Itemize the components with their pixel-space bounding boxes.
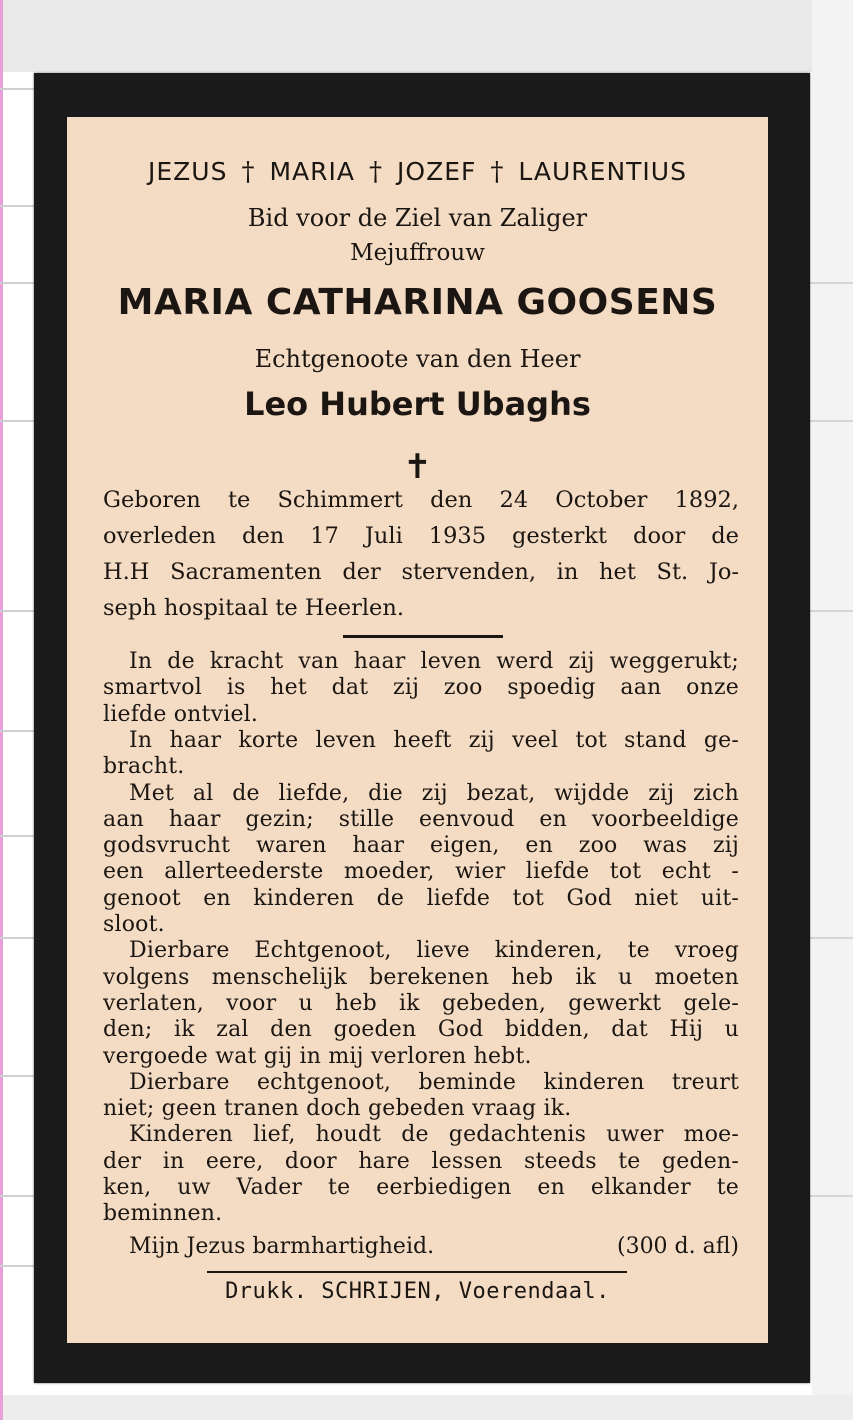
closing-prayer: Mijn Jezus barmhartigheid. xyxy=(129,1234,435,1259)
memorial-line: genoot en kinderen de liefde tot God niet uit- xyxy=(103,885,739,911)
scanner-top-strip xyxy=(0,0,812,72)
cross-separator-icon: † xyxy=(241,157,256,187)
memorial-line: volgens menschelijk berekenen heb ik u moeten xyxy=(103,964,739,990)
cross-icon: ✝ xyxy=(403,447,432,487)
memorial-line: ken, uw Vader te eerbiedigen en elkander te xyxy=(103,1175,739,1200)
memorial-line: In de kracht van haar leven werd zij weggerukt; xyxy=(129,649,739,674)
scanner-guide-line xyxy=(808,610,853,612)
saint-maria: MARIA xyxy=(269,157,356,186)
deceased-name: MARIA CATHARINA GOOSENS xyxy=(117,282,718,323)
memorial-line: Dierbare Echtgenoot, lieve kinderen, te vroeg xyxy=(129,938,739,964)
memorial-line: In haar korte leven heeft zij veel tot stand ge- xyxy=(129,727,739,753)
memorial-line: aan haar gezin; stille eenvoud en voorbeeldige xyxy=(103,806,739,832)
memorial-line: Dierbare echtgenoot, beminde kinderen treurt xyxy=(129,1069,739,1095)
biography-line: Geboren te Schimmert den 24 October 1892, xyxy=(103,487,739,513)
honorific-title: Mejuffrouw xyxy=(350,240,485,266)
prayer-request: Bid voor de Ziel van Zaliger xyxy=(247,204,588,232)
memorial-card xyxy=(67,117,768,1343)
scanner-left-edge-line xyxy=(0,0,3,1420)
memorial-line: een allerteederste moeder, wier liefde tot echt - xyxy=(103,859,739,885)
memorial-line: der in eere, door hare lessen steeds te geden- xyxy=(103,1148,739,1174)
biography-line: overleden den 17 Juli 1935 gesterkt door de xyxy=(103,523,739,549)
biography-line: seph hospitaal te Heerlen. xyxy=(103,595,404,621)
scanner-right-edge xyxy=(812,0,853,1420)
memorial-line: sloot. xyxy=(103,912,165,937)
spouse-name: Leo Hubert Ubaghs xyxy=(244,385,591,423)
spouse-intro: Echtgenoote van den Heer xyxy=(254,345,581,373)
cross-separator-icon: † xyxy=(490,157,505,187)
memorial-line: den; ik zal den goeden God bidden, dat Hij u xyxy=(103,1017,739,1043)
memorial-line: bracht. xyxy=(103,754,185,780)
memorial-line: verlaten, voor u heb ik gebeden, gewerkt gele- xyxy=(103,990,739,1016)
scanner-guide-line xyxy=(808,1195,853,1197)
biography-line: H.H Sacramenten der stervenden, in het St. Jo- xyxy=(103,559,739,585)
scanner-guide-line xyxy=(808,937,853,939)
divider-line xyxy=(207,1271,627,1273)
memorial-line: Kinderen lief, houdt de gedachtenis uwer moe- xyxy=(129,1122,739,1148)
indulgence-note: (300 d. afl) xyxy=(616,1234,739,1259)
scanner-bottom-strip xyxy=(0,1395,853,1420)
memorial-line: liefde ontviel. xyxy=(103,701,259,727)
memorial-line: smartvol is het dat zij zoo spoedig aan onze xyxy=(103,675,739,701)
cross-separator-icon: † xyxy=(369,157,384,187)
memorial-line: vergoede wat gij in mij verloren hebt. xyxy=(103,1043,532,1069)
memorial-line: godsvrucht waren haar eigen, en zoo was zij xyxy=(103,833,739,859)
memorial-line: niet; geen tranen doch gebeden vraag ik. xyxy=(103,1096,572,1122)
saints-invocation xyxy=(67,157,768,187)
scanner-guide-line xyxy=(808,282,853,284)
saint-jozef: JOZEF xyxy=(397,157,477,186)
saint-laurentius: LAURENTIUS xyxy=(518,157,687,186)
memorial-line: beminnen. xyxy=(103,1201,223,1227)
closing-row xyxy=(129,1234,739,1259)
memorial-line: Met al de liefde, die zij bezat, wijdde zij zich xyxy=(129,780,739,806)
saint-jezus: JEZUS xyxy=(148,157,228,186)
divider-line xyxy=(343,635,503,638)
scanner-guide-line xyxy=(808,420,853,422)
printer-credit: Drukk. SCHRIJEN, Voerendaal. xyxy=(225,1279,610,1304)
